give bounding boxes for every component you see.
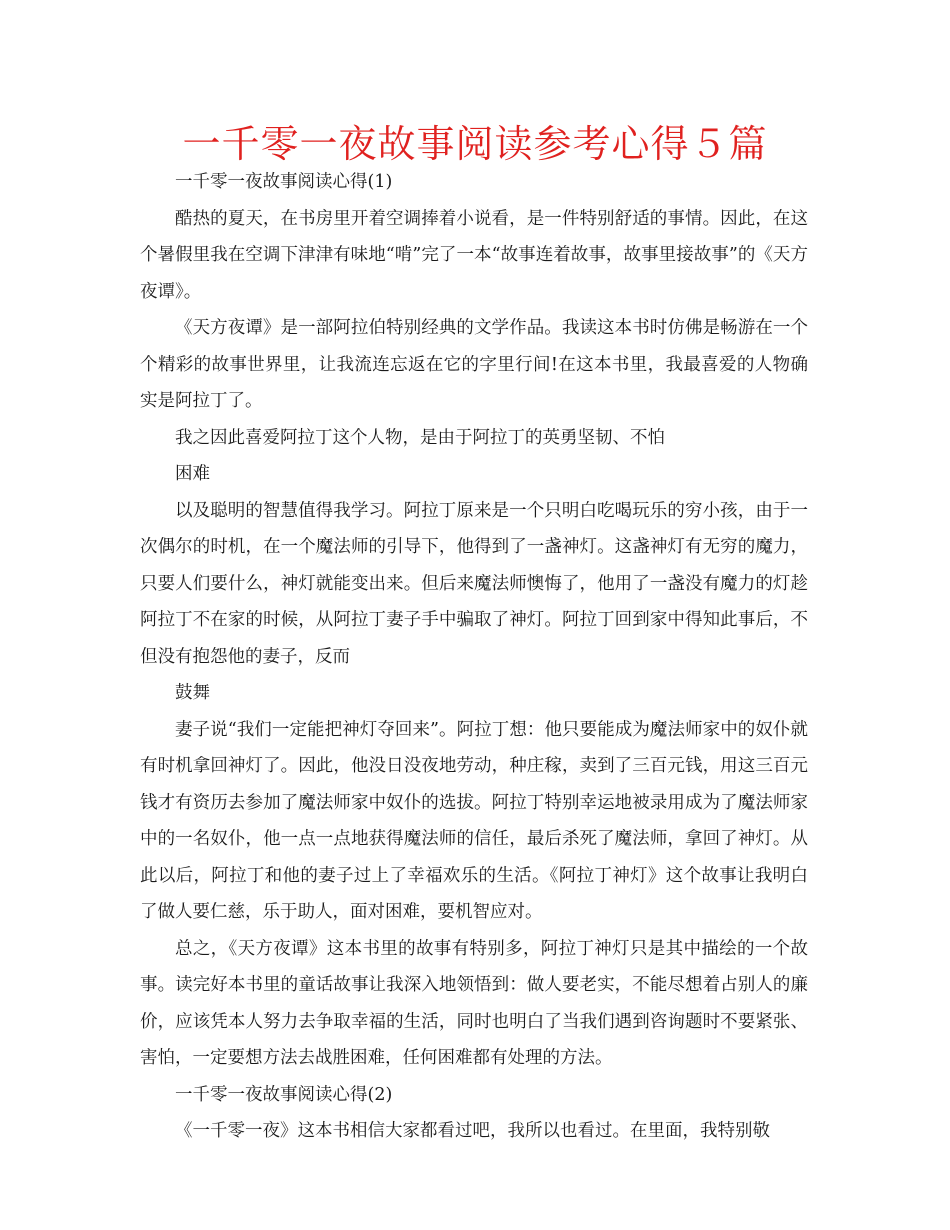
document-body <box>140 164 808 1150</box>
paragraph: 妻子说“我们一定能把神灯夺回来”。阿拉丁想：他只要能成为魔法师家中的奴仆就有时机拿回神灯了。因此，他没日没夜地劳动，种庄稼，卖到了三百元钱，用这三百元钱才有资历去参加了魔法师家中奴仆的选拔。阿拉丁特别幸运地被录用成为了魔法师家中的一名奴仆，他一点一点地获得魔法师的信任，最后杀死了魔法师，拿回了神灯。从此以后，阿拉丁和他的妻子过上了幸福欢乐的生活。《阿拉丁神灯》这个故事让我明白了做人要仁慈，乐于助人，面对困难，要机智应对。 <box>140 719 808 922</box>
paragraph: 总之，《天方夜谭》这本书里的故事有特别多，阿拉丁神灯只是其中描绘的一个故事。读完好本书里的童话故事让我深入地领悟到：做人要老实，不能尽想着占别人的廉价，应该凭本人努力去争取幸福的生活，同时也明白了当我们遇到咨询题时不要紧张、害怕，一定要想方法去战胜困难，任何困难都有处理的方法。 <box>140 938 808 1068</box>
section-heading-2: 一千零一夜故事阅读心得(2) <box>175 1084 393 1105</box>
paragraph: 酷热的夏天，在书房里开着空调捧着小说看，是一件特别舒适的事情。因此，在这个暑假里我在空调下津津有味地“啃”完了一本“故事连着故事，故事里接故事”的《天方夜谭》。 <box>140 208 808 302</box>
paragraph: 《天方夜谭》是一部阿拉伯特别经典的文学作品。我读这本书时仿佛是畅游在一个个精彩的故事世界里，让我流连忘返在它的字里行间!在这本书里，我最喜爱的人物确实是阿拉丁了。 <box>140 318 808 411</box>
document-title: 一千零一夜故事阅读参考心得５篇 <box>182 122 768 166</box>
paragraph-fragment: 困难 <box>175 464 210 484</box>
paragraph: 我之因此喜爱阿拉丁这个人物，是由于阿拉丁的英勇坚韧、不怕 <box>175 427 665 448</box>
paragraph: 《一千零一夜》这本书相信大家都看过吧，我所以也看过。在里面，我特别敬 <box>175 1121 770 1141</box>
section-heading-1: 一千零一夜故事阅读心得(1) <box>175 172 393 192</box>
paragraph-fragment: 鼓舞 <box>175 683 210 703</box>
paragraph: 以及聪明的智慧值得我学习。阿拉丁原来是一个只明白吃喝玩乐的穷小孩，由于一次偶尔的时机，在一个魔法师的引导下，他得到了一盏神灯。这盏神灯有无穷的魔力，只要人们要什么，神灯就能变出来。但后来魔法师懊悔了，他用了一盏没有魔力的灯趁阿拉丁不在家的时候，从阿拉丁妻子手中骗取了神灯。阿拉丁回到家中得知此事后，不但没有抱怨他的妻子，反而 <box>140 500 808 667</box>
